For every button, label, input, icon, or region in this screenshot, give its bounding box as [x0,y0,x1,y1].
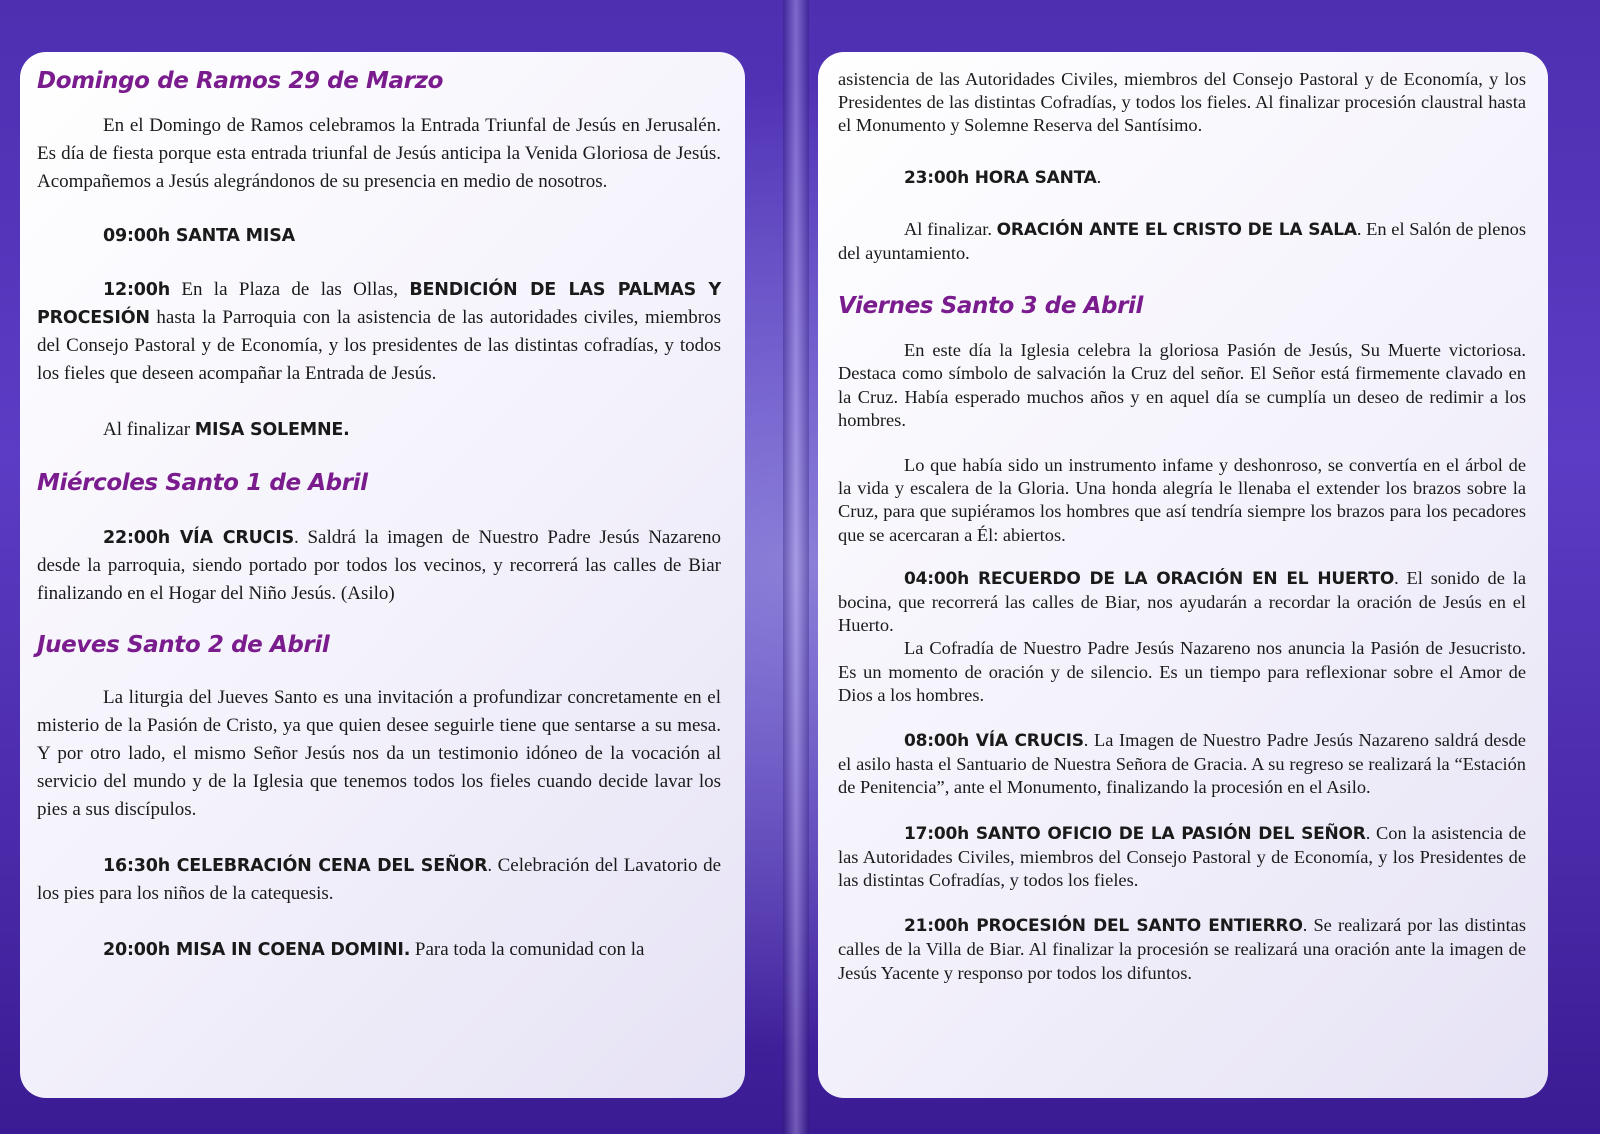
event-time: 09:00h SANTA MISA [103,226,295,246]
event-misa-solemne: Al finalizar MISA SOLEMNE. [103,419,350,440]
paragraph-ramos: En el Domingo de Ramos celebramos la Entrada Triunfal de Jesús en Jerusalén. Es día de fiesta porque esta entrada triunfal de Jesús anticipa la Venida Gloriosa de Jesús. Acompañemos a Jesús alegrándonos de su presencia en medio de nosotros. [37,115,721,192]
event-santo-oficio: 17:00h SANTO OFICIO DE LA PASIÓN DEL SEÑOR. Con la asistencia de las Autoridades Civiles, miembros del Consejo Pastoral y de Economía, y los Presidentes de las distintas Cofradías, y todos los fieles. [838,822,1527,891]
paragraph-viernes-2: Lo que había sido un instrumento infame y deshonroso, se convertía en el árbol de la vida y escalera de la Gloria. Una honda alegría le llenaba el extender los brazos sobre la Cruz, para que supiéramos los hombres que así tendría siempre los brazos para los pecadores que se acercaran a Él: abiertos. [838,455,1526,545]
heading-domingo-ramos: Domingo de Ramos 29 de Marzo [37,68,443,94]
event-oracion-cristo: Al finalizar. ORACIÓN ANTE EL CRISTO DE LA SALA. En el Salón de plenos del ayuntamiento. [838,218,1526,264]
center-fold [783,0,809,1134]
event-via-crucis-viernes: 08:00h VÍA CRUCIS. La Imagen de Nuestro Padre Jesús Nazareno saldrá desde el asilo hasta el Santuario de Nuestra Señora de Gracia. A su regreso se realizará la “Estación de Penitencia”, ante el Monumento, finalizando la procesión en el Asilo. [838,730,1526,798]
paragraph-cofradia: La Cofradía de Nuestro Padre Jesús Nazareno nos anuncia la Pasión de Jesucristo. Es un momento de oración y de silencio. Es un tiempo para reflexionar sobre el Amor de Dios a los hombres. [838,638,1526,705]
event-santa-misa [37,222,721,250]
event-oracion-huerto: 04:00h RECUERDO DE LA ORACIÓN EN EL HUERTO. El sonido de la bocina, que recorrerá las calles de Biar, nos ayudarán a recordar la oración de Jesús en el Huerto. [838,567,1526,636]
right-panel [818,52,1548,1098]
event-hora-santa: 23:00h HORA SANTA. [904,166,1102,188]
event-bendicion: 12:00h En la Plaza de las Ollas, BENDICIÓN DE LAS PALMAS Y PROCESIÓN hasta la Parroquia con la asistencia de las autoridades civiles, miembros del Consejo Pastoral y de Economía, y los presidentes de las distintas cofradías, y todos los fieles que deseen acompañar la Entrada de Jesús. [37,279,722,384]
paragraph-viernes-1: En este día la Iglesia celebra la gloriosa Pasión de Jesús, Su Muerte victoriosa. Destaca como símbolo de salvación la Cruz del señor. El Señor está firmemente clavado en la Cruz. Había esperado muchos años y en aquel día se cumplía un deseo de redimir a los hombres. [838,340,1526,430]
event-santo-entierro: 21:00h PROCESIÓN DEL SANTO ENTIERRO. Se realizará por las distintas calles de la Villa de Biar. Al finalizar la procesión se realizará una oración ante la imagen de Jesús Yacente y responso por todos los difuntos. [838,915,1526,983]
event-via-crucis: 22:00h VÍA CRUCIS. Saldrá la imagen de Nuestro Padre Jesús Nazareno desde la parroquia, siendo portado por todos los vecinos, y recorrerá las calles de Biar finalizando en el Hogar del Niño Jesús. (Asilo) [37,527,721,604]
heading-jueves-santo: Jueves Santo 2 de Abril [37,632,330,658]
left-panel [20,52,745,1098]
event-coena-domini: 20:00h MISA IN COENA DOMINI. Para toda la comunidad con la [103,939,645,960]
event-cena-senor: 16:30h CELEBRACIÓN CENA DEL SEÑOR. Celebración del Lavatorio de los pies para los niños de la catequesis. [37,855,722,904]
heading-miercoles-santo: Miércoles Santo 1 de Abril [37,470,368,496]
heading-viernes-santo: Viernes Santo 3 de Abril [838,293,1144,320]
paragraph-jueves: La liturgia del Jueves Santo es una invitación a profundizar concretamente en el misterio de la Pasión de Cristo, ya que quien desee seguirle tiene que sentarse a su mesa. Y por otro lado, el mismo Señor Jesús nos da un testimonio idóneo de la vocación al servicio del mundo y de la Iglesia que tenemos todos los fieles cuando decide lavar los pies a sus discípulos. [37,687,721,820]
paragraph-continuation: asistencia de las Autoridades Civiles, miembros del Consejo Pastoral y de Economía, y los Presidentes de las distintas Cofradías, y todos los fieles. Al finalizar procesión claustral hasta el Monumento y Solemne Reserva del Santísimo. [838,69,1526,136]
